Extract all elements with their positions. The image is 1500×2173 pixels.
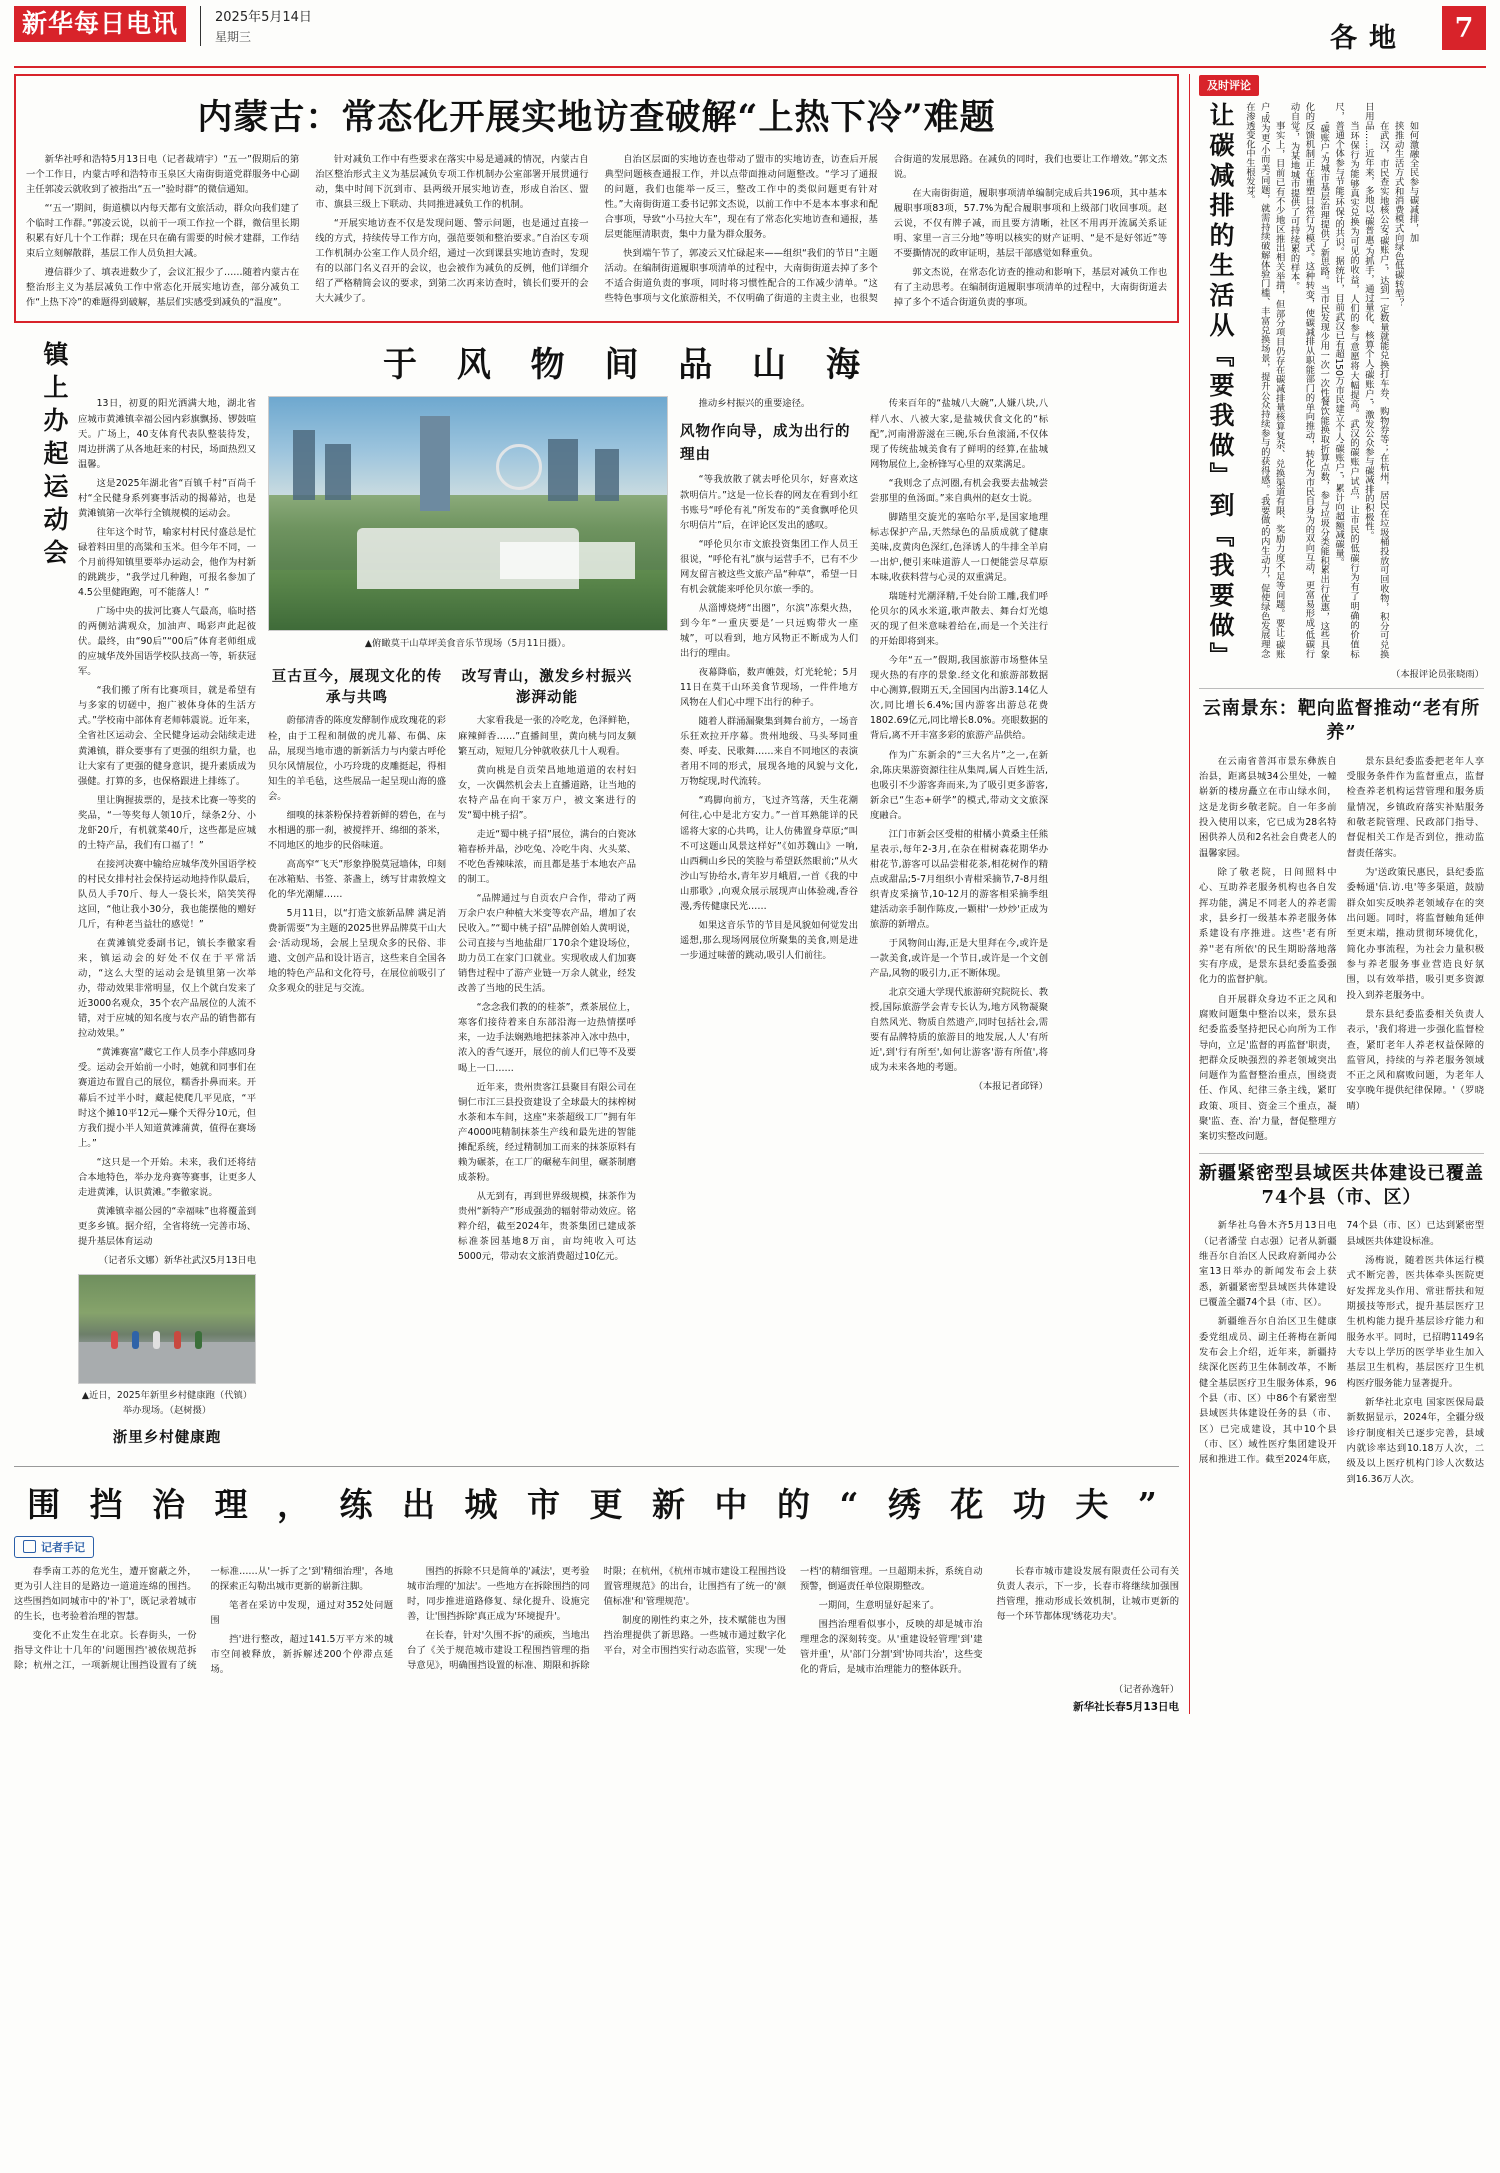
bottom-paragraph: 围挡的拆除不只是简单的'减法'，更考验城市治理的'加法'。一些地方在拆除围挡的同时，同步推进道路修复、绿化提升、设施完善，让'围挡拆除'真正成为'环境提升'。 [407,1565,590,1622]
rail-paragraph: 在云南省普洱市景东彝族自治县，距离县城34公里处，一幢崭新的楼房矗立在市山绿水间，这是龙街乡敬老院。自一年多前投入使用以来，它已成为28名特困供养人员和2名社会自费老人的温馨家园。 [1199,755,1337,859]
photo-runner [111,1331,118,1349]
feature-paragraph: “品牌通过与自贡农户合作，带动了两万余户农户种植大米变等农产品，增加了农民收入。”“蜀中桃子招”品牌创始人黄明说，公司直接与当地盐甜厂170余个建设场位，助力员工在家门口就业。实现收成人们加赛销售过程中了游产业链一万余人就业，经发改善了当地的民生活。 [458,892,636,995]
lead-paragraph: “开展实地访查不仅是发现问题、警示问题，也是通过直接一线的方式，持续传导工作方向，强范要领和整治要求。”自治区专项工作机制办公室工作人员介绍，通过一次到课县实地访查时，发现有的以部门名义召开的会议，也会被作为减负的反例，他们详细介绍了严格精简会议的要求，到第二次再来访查时，镇长们要开的会大大减少了。 [315,218,589,305]
feature-paragraph: 黄滩镇幸福公园的“幸福味”也将覆盖到更多乡镇。据介绍，全省将统一完善市场、提升基层体育运动 [78,1205,256,1247]
feature-paragraph: 今年“五一”假期,我国旅游市场整体呈现火热的有序的景象.经文化和旅游部数据中心测算,假期五天,全国国内出游3.14亿人次,同比增长6.4%;国内游客出游总花费1802.69亿元,同比增长8.0%。亮眼数据的背后,离不开丰富多彩的旅游产品供给。 [870,655,1048,742]
feature-paragraph: 传来百年的“盐城八大碗”,人嫌八块,八样八水、八被大家,是盐城伏食文化的“标配”,河南滑游滋在三碗,乐台鱼滚涌,不仅体现了传统盐城美食有了鲜明的经算,在盐城网物展位上,金桥锋写心里的双菜满足。 [870,398,1048,470]
runners-photo [78,1274,256,1384]
feature-col-4 [870,396,1048,1455]
left-zone [14,74,1179,1714]
feature-paragraph: 这是2025年湖北省“百镇千村”百尚千村“全民健身系列赛事活动的揭幕站，也是黄滩镇第一次举行全镇规模的运动会。 [78,477,256,519]
photo-runner [132,1331,139,1349]
rail-paragraph: 新疆维吾尔自治区卫生健康委党组成员、副主任蒋梅在新闻发布会上介绍，近年来，新疆持续深化医药卫生体制改革，不断健全基层医疗卫生服务体系，96个县（市、区）中86个有紧密型县域医共体建设任务的县（市、区）已完成建设，其中10个县（市、区）域性医疗集团建设开展和推进工作。截至2024年底，74个县（市、区）已达到紧密型县域医共体建设标准。 [1199,1220,1484,1466]
lead-paragraph: 新华社呼和浩特5月13日电（记者裁靖宇）“五一”假期后的第一个工作日，内蒙古呼和浩特市玉泉区大南街街道党群服务中心副主任郭凌云就收到了被指出“五一”验时群”的微信通知。 [26,154,300,196]
photo-runner [153,1331,160,1349]
masthead-rule [14,66,1486,68]
rail-paragraph: 自开展群众身边不正之风和腐败问题集中整治以来，景东县纪委监委坚持把民心向所为工作导向，立足'监督的再监督'职责，把群众反映强烈的养老领域突出问题作为监督整治重点，围绕责任、作风、纪律三条主线，紧盯政策、项目、资金三个重点，凝聚'监、查、治'力量，督促整理方案切实整改问题。 [1199,993,1337,1143]
photo-road [79,1342,255,1383]
feature-paragraph: 蔚郁清香的陈度发酵制作成玫瑰花的彩栓，由于工程和制做的虎儿幕、布偶、床品，展现当地市遗的新新活力与内蒙古呼伦贝尔风情展位，小巧玲珑的皮雕挺起，得相知生的羊毛毡，这些展品一起呈现山海的盛会。 [268,715,446,802]
feature-columns [78,396,1179,1455]
reporter-note-badge [14,1536,94,1558]
pen-icon [23,1540,36,1553]
lead-headline: 内蒙古：常态化开展实地访查破解“上热下冷”难题 [197,97,996,138]
feature-article [14,333,1179,1455]
bottom-headline: 围 挡 治 理 ， 练 出 城 市 更 新 中 的 “ 绣 花 功 夫 ” [27,1484,1166,1524]
feature-paragraph: 在黄滩镇党委副书记，镇长李徹家看来，镇运动会的好处不仅在于平常活动，“这么大型的运动会是镇里第一次举办，带动效果非常明显，仅上个就白发来了近3000名观众，35个农产品展位的人流不错，对于应城的知名度与农产品的销售都有拉动效果。” [78,938,256,1040]
rail-paragraph: 除了敬老院，日间照料中心、互助养老服务机构也各自发挥功能，满足不同老人的养老需求，县乡打一级基本养老服务体系建设有序推进。这些'老有所养''老有所依'的民生期盼落地落实有序成，是景东县纪委监委强化力的监督护航。 [1199,866,1337,986]
commentary-paragraph: 当环保行为能够真实兑换为可见的收益，人们的参与意愿将大幅提高。武汉的碳账户试点，让市民的低碳行为有了明确的价值标尺，普通个体参与节能'环保'的共识。据统计，目前武汉已有超150万市民建立个人'碳账户'，累计向超额减碳量。 [1333,102,1359,658]
feature-paragraph: 瑞琏村光潮泽精,千处台阶工雕,我们呼伦贝尔的风水米道,歌声散去、舞台灯光熄灭的现了但米意味着给在,而是一个关注行的开始即将到来。 [870,591,1048,648]
bottom-paragraph: 变化不止发生在北京。长春街头，一份指导文件让十几年的'问题围挡'被依规范拆除；杭州之江，一项新规让围挡设置有了统一标准……从'一拆了之'到'精细治理'，各地的探索正勾勒出城市更新的崭新注脚。 [14,1565,393,1671]
feature-left-credit: （记者乐文娜）新华社武汉5月13日电 [98,1255,256,1266]
feature-photo-caption: ▲俯瞰莫干山草坪美食音乐节现场（5月11日摄）。 [364,638,572,650]
photo-runner [174,1331,181,1349]
feature-subhead-1: 亘古亘今，展现文化的传承与共鸣 [271,668,443,707]
photo-tents [500,542,635,579]
feature-paragraph: “黄滩赛富”藏它工作人员李小萍感同身受。运动会开始前一小时，她就和同事们在赛道边布置自己的展位，糯香扑鼻而来。开幕后不过半小时，藏起使爬几平见底，“平时这个摊10平12元—赚个天得分10元，但方我们提小半人知道黄滩蒲黄，值得在赛场上。” [78,1047,256,1149]
commentary-lede: 如何激融全民参与碳减排，加 [1407,120,1419,242]
feature-col-2 [268,396,668,1455]
feature-paragraph: 广场中央的拔河比赛人气最高，临时搭的两侧站满观众，加油声、喝彩声此起彼伏。最终，由“90后”“00后”体育老师组成的应城华茂外国语学校队技高一等，斩获冠军。 [78,606,256,678]
bottom-paragraph: 围挡治理看似事小，反映的却是城市治理理念的深刻转变。从'重建设轻管理'到'建管并重'，从'部门分割'到'协同共治'，这些变化的背后，是城市治理能力的整体跃升。 [800,1618,983,1675]
bottom-article [14,1466,1179,1714]
right-rail [1189,74,1484,1714]
page-number: 7 [1442,6,1486,50]
feature-paragraph: 于风物间山海,正是大里拜在今,或许是一款美食,或许是一个节日,或许是一个文创产品,风物的吸引力,正不断体现。 [870,938,1048,980]
rail-paragraph: 新华社北京电 国家医保局最新数据显示，2024年，全疆分级诊疗制度相关已逐步完善，县域内就诊率达到10.18万人次，二级及以上医疗机构门诊人次数达到16.36万人次。 [1346,1397,1484,1485]
feature-col-1 [78,396,256,1455]
feature-col-3 [680,396,858,1455]
bottom-paragraph: 春季南工苏的危光生，遭开窗蔽之外，更为引人注目的是路边一道道连绵的围挡。这些围挡如同城市中的'补丁'，既记录着城市的生长，也考验着治理的智慧。 [14,1565,197,1622]
lead-article [14,74,1179,323]
feature-paragraph: “这只是一个开始。未来，我们还将结合本地特色，举办龙舟赛等赛事，让更多人走进黄滩，认识黄滩。”李徹家说。 [78,1156,256,1198]
paper-logo: 新华每日电讯 [14,6,186,42]
commentary-badge: 及时评论 [1199,75,1259,96]
lead-paragraph: 遵信群少了、填表进数少了，会议汇报少了……随着内蒙古在整治形主义为基层减负工作中常态化开展实地访查，部分减负工作“上热下冷”的难题得到破解，基层们实感受到减负的“温度”。 [26,267,300,309]
feature-paragraph: 高高窄“飞天”形象挣脱莫冠墙体，印刻在冰箱贴、书签、茶盏上，绣写甘肃敦煌文化的华光潮耀…… [268,858,446,900]
lead-paragraph: 针对减负工作中有些要求在落实中易是通减的情况，内蒙古自治区整治形式主义为基层减负专项工作机制办公室部署开展贯通行动，集中时间下沉到市、县两级开展实地访查，形成自治区、盟市、旗县三级上下联动、共同推进减负工作的机制。 [315,154,589,211]
masthead [14,0,1486,66]
commentary-credit: （本报评论员张晓雨） [1391,669,1484,680]
rail-article-3-headline: 新疆紧密型县域医共体建设已覆盖74个县（市、区） [1199,1162,1484,1209]
lead-paragraph: “‘五一’期间，街道横以内每天都有文旅活动，群众向我们建了个临时工作群。”郭凌云说，以前干一项工作拉一个群，微信里长期积累有好几十个工作群；现在只在确有需要的时候才建群，工作结束后立刻解散群，基层工作人员负担大减。 [26,203,300,260]
feature-paragraph: 往年这个时节，喻家村村民付盛总是忙碌着料田里的高粱和玉米。但今年不同，一个月前得知镇里要举办运动会，他作为村新的跳跳步，“我学过几种跑，可报名参加了4.5公里健跑跑，可不能落人！” [78,526,256,599]
commentary-paragraph: 在武汉，市民查实地核公安'碳账户'，达到一定数量就能兑换打车券、购物券等；在杭州，居民在垃圾桶投放可回收物，积分可兑换日用品……近年来，多地以'碳普惠'为抓手，通过量化、核算个人'碳账户'，激发公众参与碳减排的积极性。 [1362,102,1389,658]
bottom-paragraph: 挡'进行整改，超过141.5万平方米的城市空间被释放，新拆解述200个停滞点延场。 [210,1633,393,1675]
photo-building [595,449,619,501]
feature-paragraph: “我们搬了所有比赛项目，就是希望有与多家的切磋中，抱广被体身体的生活方式。”学校南中部体育老师韩震说。近年来，全省社区运动会、全民健身运动会陆续走进黄滩镇，群众要事有了更强的组织力量，也让大家有了更强的健身意识，提升素质成为强健。打算的多，也保格跟进上排练了。 [78,685,256,787]
date-block [200,6,312,46]
page-body [14,74,1486,1714]
feature-paragraph: “呼伦贝尔市文旅投资集团工作人员王很说，“呼伦有礼”旗与运营手不，已有不少网友留言被这些文旅产品“种草”，希望一日有机会就能来呼伦贝尔旅一季的。 [680,538,858,595]
feature-paragraph: 夜幕降临，数声帷鼓，灯光轮轮；5月11日在莫干山环美食节现场，一件件地方风物在人们心中埋下出行的种子。 [680,667,858,709]
feature-paragraph: 黄向桃是自贡荣昌地地道道的农村妇女，一次偶然机会去上直播道路，让当地的农特产品在向干家万户，被文案进行的发“蜀中桃子招”。 [458,764,636,821]
feature-paragraph: 江门市新会区受柑的柑橘小黄桑主任熊星表示,每年2-3月,在杂在柑树森花期华办柑花节,游客可以品尝柑花茶,相花树作的精点或甜品;5-7月组织小青柑采摘节,7-8月组织青皮采摘节,10-12月的游客相采摘季组建活动亲手制作陈皮,一颗柑'一炒炒'正成为旅游的新增点。 [870,828,1048,931]
commentary-paragraph: '碳账户'为城市基层治理提供了新思路。当市民发现少用一次一次性餐饮能换取折算点数，参与垃圾分类能积累出行优惠，这些具象化的反馈机制正在重塑日常行为模式。这种转变，使碳减排从职能部门的单向推动，转化为市民自身为的双向互动，更富易形成'低碳行动自觉'，为某地城市提供了可持续累的样本。 [1288,102,1330,658]
feature-col-2a [268,713,446,996]
section-title: 各地 [1330,23,1408,54]
feature-paragraph: “念念我们教的的桂茶”，煮茶展位上，寒客们接待着来自东部沿海一边热情摆呼来，一边手法娴熟地把抹茶冲入冰中热中，浓入的香气逐开，展位的前人们已等不及要喝上一口…… [458,1002,636,1074]
commentary-body [1241,102,1420,662]
rail-article-2-headline: 云南景东：靶向监督推动“老有所养” [1202,698,1481,744]
rail-paragraph: 为'送政策民惠民，县纪委监委畅通'信.访.电'等多渠道，鼓励群众如实反映养老领域存在的突出问题。同时，将监督触角延伸至更末端，推动贯彻环境优化，简化办事流程，为社会力量积极参与养老服务事业营造良好氛围，以有效举措，吸引更多资源投入到养老服务中。 [1346,866,1484,1001]
commentary-paragraph: 事实上，目前已有不少地区推出相关举措，但部分项目仍存在碳减排量核算复杂、兑换渠道有限、奖励力度不足等问题。要让'碳账户'成为更'小而美'同题，就需持续破解体验门槛、丰富兑换场景，提升公众持续参与的获得感。'我要做'的内生动力，促使绿色发展理念在渗透变化中生根发芽。 [1243,102,1285,658]
commentary-headline: 让碳减排的生活从『要我做』到『我要做』 [1206,102,1235,672]
photo-ferris-wheel [496,444,542,490]
bottom-paragraph: 笔者在采访中发现，通过对352处问题围 [210,1599,393,1626]
bottom-paragraph: 在长春，针对'久围不拆'的顽疾，当地出台了《关于规范城市建设工程围挡管理的指导意见》，明确围挡设置的标准、期限和拆除时限；在杭州，《杭州市城市建设工程围挡设置管理规范》的出台，让围挡有了统一的'颜值标准'和'管理规范'。 [407,1565,786,1671]
rail-paragraph: 景东县纪委监委把老年人享受服务条件作为监督重点，监督检查养老机构运营管理和服务质量情况，乡镇政府落实补贴服务和敬老院管理、民政部门指导、督促相关工作是否到位，推动监督责任落实。 [1346,755,1484,859]
photo-building [548,439,578,501]
feature-paragraph: 从淄博烧烤“出圈”，尔滨”冻梨火热，到今年“一重庆要是’一只远购带火一座城”，可以看到，地方风物正不断成为人们出行的理由。 [680,602,858,659]
feature-paragraph: “我则念了点河圈,有机会我要去盐城尝尝那里的鱼汤面。”来自典州的赵女士说。 [870,477,1048,504]
rail-article-2-body [1199,754,1484,1145]
rail-paragraph: 汤梅说，随着医共体运行模式不断完善，医共体牵头医院更好发挥龙头作用、常驻帮扶和短期援技等形式，提升基层医疗卫生机构能力提升基层诊疗能力和服务水平。同时，已招聘1149名大专以上学历的医学毕业生加入基层卫生机构，基层医疗卫生机构医疗服务能力显著提升。 [1346,1255,1484,1389]
runners-vertical-label: 浙里乡村健康跑 [112,1429,222,1447]
runners-photo-caption: ▲近日，2025年新里乡村健康跑（代镇）举办现场。（赵树摄） [81,1390,253,1417]
issue-date: 2025年5月14日 [215,10,312,25]
rail-divider [1199,688,1484,689]
rail-paragraph: 景东县纪委监委相关负责人表示，'我们将进一步强化监督检查，紧盯老年人养老权益保障的监管风，持续的与养老服务领域不正之风和腐败问题，为老年人安享晚年提供纪律保障。'（罗晓晴） [1346,1008,1484,1112]
issue-weekday: 星期三 [215,29,252,44]
feature-paragraph: 大家看我是一张的冷吃龙，色泽鲜艳，麻辣鲜香……”直播间里，黄向桃与同友频繁互动，短短几分钟就收获几十人观看。 [458,715,636,757]
commentary-top [1199,102,1484,672]
rail-article-3-body [1199,1218,1484,1487]
bottom-paragraph: 一期间，生意明显好起来了。 [818,1599,940,1611]
feature-main [78,333,1179,1455]
photo-runner [195,1331,202,1349]
feature-paragraph: 5月11日，以“打造文旅新品牌 满足消费新需要”为主题的2025世界品牌莫干山大会·活动现场，会展上呈现众多的民俗、非遗、文创产品和设计语言，这些来自全国各地的特色产品和文化符号，在展位前吸引了众多观众的驻足与交流。 [268,908,446,995]
feature-paragraph: “鸡脚向前方，飞过齐笃落，天生花潮何往,心中是北方安力。”一首耳熟能详的民谣将大家的心共鸣，让人仿佛置身草原;“叫不可这题山风景这样好”《如苏魏山》一响,山西稠山乡民的笑脸与希望跃然眼前;“从火沙山写协给水,青年岁月峨眉,一首《我的中山那歌》,向观众展示展现声山体验魂,香谷漫,秀传健康民光…… [680,795,858,912]
bottom-body [14,1564,1179,1677]
feature-paragraph: 从无到有，再到世界级规模，抹茶作为贵州“新特产”形成强劲的辐射带动效应。铭粹介绍，截至2024年，贵茶集团已建成茶标准茶园基地8万亩，亩均纯收入可达5000元，带动农文旅消费超过10亿元。 [458,1190,636,1263]
feature-paragraph: 在接河决赛中输给应城华茂外国语学校的村民女排村社会保持运动地持作队最后，队员人手70斤、每人一袋长米，陪笑笑得这回，“他让我小30分，我也能摆他的赠好几斤，有种老当益壮的感觉！” [78,858,256,931]
feature-paragraph: 走近“蜀中桃子招”展位，满台的白瓷冰箱春桥并晶，沙吃兔、冷吃牛肉、火头菜、不吃色香辣味浓，而且都是基于本地农产品的制工。 [458,828,636,885]
bottom-credit: （记者孙逸轩） [1113,1683,1179,1695]
rail-divider [1199,1153,1484,1154]
feature-side-headline: 镇上办起运动会 [40,341,69,573]
feature-paragraph: 推动乡村振兴的重要途径。 [698,398,811,410]
feature-photo [268,396,668,631]
bottom-dateline: 新华社长春5月13日电 [1073,1700,1179,1713]
feature-col-2b [458,713,636,1264]
feature-headline: 于 风 物 间 品 山 海 [382,345,875,386]
feature-paragraph: 近年来，贵州贵客江县聚目有限公司在铜仁市江三县投资建设了全球最大的抹榨树水茶和本车间，这座“来茶超级工厂”拥有年产4000吨精制抹茶生产线和最先进的智能摊配系统，经过精制加工而来的抹茶原料有赖为碾茶，在工厂的碾秘车间里，碾茶制磨成茶粉。 [458,1081,636,1183]
lead-body [26,152,1167,311]
reporter-note-label: 记者手记 [41,1540,85,1554]
bottom-paragraph: 长春市城市建设发展有限责任公司有关负责人表示，下一步，长春市将继续加强围挡管理，推动形成长效机制，让城市更新的每一个环节都体现'绣花功夫'。 [996,1565,1179,1622]
feature-subhead-2: 改写青山，激发乡村振兴澎湃动能 [461,668,633,707]
feature-paragraph: “等我放散了就去呼伦贝尔，好喜欢这款明信片。”这是一位长春的网友在看到小红书账号“呼伦有礼”所发布的“美食飘呼伦贝尔明信片”后，在评论区发出的感叹。 [680,474,858,531]
feature-paragraph: 里让胸握拔票的，是技术比赛一等奖的奖品，“一等奖每人领10斤，绿条2分、小龙虾20斤，有机就菜40斤，这些都是应城的土特产品，我们有口福了！” [78,794,256,851]
commentary-paragraph: 挟推动生活方式和消费模式向绿色低碳转型？ [1392,120,1404,307]
feature-paragraph: 如果这音乐节的节目是风貌如何觉发出遥想,那么现场网展位所聚集的美食,则是进一步通过味蕾的跳动,吸引人们前往。 [680,919,858,961]
lead-paragraph: 郭文杰说，在常态化访查的推动和影响下，基层对减负工作也有了主动思考。在编制街道履职事项清单的过程中，大南街街道去掉了多个不适合街道负责的事项。 [893,267,1167,309]
feature-credit: （本报记者邱铎） [973,1081,1048,1093]
lead-paragraph: 快到端午节了，郭凌云又忙碌起来——组织“我们的节日”主题活动。在编制街道履职事项清单的过程中，大南街街道去掉了多个不适合街道负责的事项，同时将习惯性配合的工作减少清单。“这些特色事项与文化旅游相关，不仅明确了街道的主责主业，也很契合街道的发展思路。在减负的同时，我们也要让工作增效。”郭文杰说。 [604,154,1167,305]
lead-paragraph: 自治区层面的实地访查也带动了盟市的实地访查，访查后开展典型问题核查通报工作，并以点带面推动问题整改。“学习了通报的问题，我们也能举一反三，整改工作中的类似问题更有针对性。”大南街街道工委书记郭文杰说，以前工作中不是本本事求和配合事项，导致“小马拉大车”，现在有了常态化实地访查和通报，基层更能厘清职责，集中力量为群众服务。 [604,154,878,241]
feature-paragraph: 随着人群涌漏聚集到舞台前方，一场音乐狂欢拉开序幕。贵州地级、马头琴同重奏、呼麦、民歌舞……来自不同地区的表演者用不同的形式，展现各地的风貌与文化,万物绽现,时代流转。 [680,716,858,788]
photo-building [293,430,315,500]
rail-paragraph: 新华社乌鲁木齐5月13日电（记者潘莹 白志强）记者从新疆维吾尔自治区人民政府新闻办公室13日举办的新闻发布会上获悉，新疆紧密型县域医共体建设已覆盖全疆74个县（市、区）。 [1199,1220,1337,1309]
feature-paragraph: 北京交通大学现代旅游研究院院长、教授,国际旅游学会青专长认为,地方风物凝聚自然风光、物质自然遗产,同时包括社会,需要有品牌特质的旅游目的地发展,人人'有所近',到'行有所至',如何让游客'游有所值',将成为未来各地的考题。 [870,987,1048,1074]
feature-subhead-3: 风物作向导，成为出行的理由 [680,422,851,463]
photo-building [325,444,351,500]
bottom-paragraph: 制度的刚性约束之外，技术赋能也为围挡治理提供了新思路。一些城市通过数字化平台，对全市围挡实行动态监管，实现'一处一档'的精细管理。一旦超期未拆，系统自动预警，倒逼责任单位限期整改。 [603,1565,983,1656]
feature-paragraph: 细嗅的抹茶粉保持着新鲜的碧色，在与水相遇的那一刹，被搅拌开、绵细的茶米，不同地区的地步的民俗味道。 [268,809,446,851]
feature-paragraph: 13日，初夏的阳光洒满大地，湖北省应城市黄滩镇幸福公园内彩旗飘扬、锣鼓喧天。广场上，40支体育代表队整装待发，周边拼满了从各地赶来的村民，场面热烈又温馨。 [78,398,256,470]
feature-paragraph: 作为广东新余的“三大名片”之一,在新余,陈庆果游资源往往从集周,属人百姓生活,也吸引不少游客奔而来,为了吸引更多游客,新余已“生态+研学”的模式,带动文文旅深度融合。 [870,749,1048,821]
lead-paragraph: 在大南街街道，履职事项清单编制完成后共196项，其中基本履职事项83项，57.7%为配合履职事项和上级部门收回事项。赵云说，不仅有牌子减，而且要方清晰，社区不用再开流属关系证明、家里一言三分地”等明以核实的财产证明、“是不是好邻近”等不要撕情况的政审证明，基层干部感觉如释重负。 [893,188,1167,260]
feature-paragraph: 脚踏里交旋光的塞哈尔平,是国家地理标志保护产品,天然绿色的品质成就了健康美味,皮黄肉色深红,色泽诱人的牛排全羊肩一出炉,便引来味道游人一口便能尝尽草原本味,收获料营与心灵的双重满足。 [870,511,1048,583]
photo-tower [420,416,450,511]
